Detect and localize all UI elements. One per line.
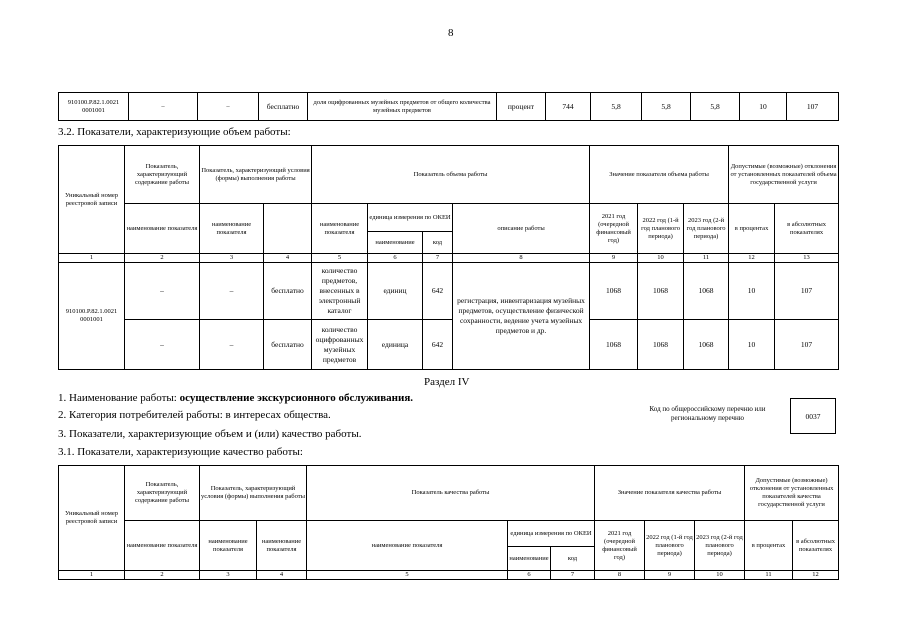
header-unit-name: наименование — [368, 232, 423, 254]
col-number: 12 — [793, 571, 839, 580]
col-number: 1 — [59, 571, 125, 580]
col-number: 3 — [200, 254, 264, 263]
header-deviation: Допустимые (возможные) отклонения от установленных показателей объема государственной услуги — [729, 146, 839, 204]
header-percent: в процентах — [745, 521, 793, 571]
table-row-code: 642 — [423, 320, 453, 370]
value-2023: 5,8 — [691, 93, 740, 121]
table-row-code: 642 — [423, 263, 453, 320]
row-registry-number: 910100.Р.82.1.0021 0001001 — [59, 263, 125, 370]
header-2022: 2022 год (1-й год планового периода) — [645, 521, 695, 571]
header-registry: Уникальный номер реестровой записи — [59, 146, 125, 254]
col-number: 4 — [264, 254, 312, 263]
col-number: 11 — [684, 254, 729, 263]
unit-name: процент — [497, 93, 546, 121]
header-absolute: в абсолютных показателях — [775, 204, 839, 254]
header-2021: 2021 год (очередной финансовый год) — [590, 204, 638, 254]
col-number: 1 — [59, 254, 125, 263]
col-number: 13 — [775, 254, 839, 263]
col-number: 4 — [257, 571, 307, 580]
col-number: 5 — [307, 571, 508, 580]
table-row-indicator: количество оцифрованных музейных предметов — [312, 320, 368, 370]
page-number: 8 — [448, 27, 454, 39]
col-number: 8 — [453, 254, 590, 263]
col-number: 9 — [645, 571, 695, 580]
table-row-unit: единиц — [368, 263, 423, 320]
header-2021: 2021 год (очередной финансовый год) — [595, 521, 645, 571]
section-title: Раздел IV — [424, 376, 470, 388]
col-number: 12 — [729, 254, 775, 263]
table-row-absolute: 107 — [775, 320, 839, 370]
work-name-prefix: 1. Наименование работы: — [58, 392, 180, 404]
header-unit-code: код — [551, 547, 595, 571]
cell-conditions: – — [198, 93, 259, 121]
header-volume: Показатель объема работы — [312, 146, 590, 204]
header-conditions: Показатель, характеризующий условия (формы) выполнения работы — [200, 466, 307, 521]
header-conditions: Показатель, характеризующий условия (формы) выполнения работы — [200, 146, 312, 204]
table-row-2021: 1068 — [590, 320, 638, 370]
work-name-line — [58, 392, 413, 405]
deviation-absolute: 107 — [787, 93, 839, 121]
code-label: Код по общероссийскому перечню или региональному перечню — [649, 405, 766, 422]
indicators-line: 3. Показатели, характеризующие объем и (или) качество работы. — [58, 428, 362, 440]
col-number: 7 — [551, 571, 595, 580]
table-row-content: – — [125, 263, 200, 320]
deviation-percent: 10 — [740, 93, 787, 121]
header-2023: 2023 год (2-й год планового периода) — [684, 204, 729, 254]
header-name-content: наименование показателя — [125, 521, 200, 571]
table-row-indicator: количество предметов, внесенных в электронный каталог — [312, 263, 368, 320]
consumer-category-line: 2. Категория потребителей работы: в интересах общества. — [58, 409, 331, 421]
table-row-2022: 1068 — [638, 263, 684, 320]
cell-content: – — [129, 93, 198, 121]
table-row-2023: 1068 — [684, 320, 729, 370]
table-row-2022: 1068 — [638, 320, 684, 370]
header-registry: Уникальный номер реестровой записи — [59, 466, 125, 571]
col-number: 2 — [125, 571, 200, 580]
volume-table — [58, 145, 839, 370]
header-deviation: Допустимые (возможные) отклонения от установленных показателей качества государственной услуги — [745, 466, 839, 521]
indicator-name: доля оцифрованных музейных предметов от общего количества музейных предметов — [308, 93, 497, 121]
header-2023: 2023 год (2-й год планового периода) — [695, 521, 745, 571]
unit-code: 744 — [546, 93, 591, 121]
table-row-content: – — [125, 320, 200, 370]
header-absolute: в абсолютных показателях — [793, 521, 839, 571]
work-description: регистрация, инвентаризация музейных предметов, осуществление физической сохранности, ведение учета музейных предметов и др. — [453, 263, 590, 370]
code-value: 0037 — [805, 411, 821, 421]
header-quality: Показатель качества работы — [307, 466, 595, 521]
header-name-conditions: наименование показателя — [200, 204, 264, 254]
col-number: 8 — [595, 571, 645, 580]
col-number: 10 — [638, 254, 684, 263]
header-unit: единица измерения по ОКЕИ — [508, 521, 595, 547]
col-number: 5 — [312, 254, 368, 263]
value-2022: 5,8 — [642, 93, 691, 121]
header-description: описание работы — [453, 204, 590, 254]
quality-table-continuation — [58, 92, 839, 121]
header-values: Значение показателя объема работы — [590, 146, 729, 204]
table-row-conditions: – — [200, 320, 264, 370]
header-empty — [264, 204, 312, 254]
col-number: 2 — [125, 254, 200, 263]
quality-indicators-heading: 3.1. Показатели, характеризующие качество работы: — [58, 446, 303, 458]
cell-payment: бесплатно — [259, 93, 308, 121]
value-2021: 5,8 — [591, 93, 642, 121]
col-number: 3 — [200, 571, 257, 580]
table-row-payment: бесплатно — [264, 263, 312, 320]
table-row-payment: бесплатно — [264, 320, 312, 370]
col-number: 9 — [590, 254, 638, 263]
col-number: 6 — [368, 254, 423, 263]
work-name-value: осуществление экскурсионного обслуживания. — [179, 392, 414, 404]
header-2022: 2022 год (1-й год планового периода) — [638, 204, 684, 254]
header-values: Значение показателя качества работы — [595, 466, 745, 521]
table-row-2023: 1068 — [684, 263, 729, 320]
col-number: 6 — [508, 571, 551, 580]
col-number: 7 — [423, 254, 453, 263]
header-name-volume: наименование показателя — [312, 204, 368, 254]
header-name-content: наименование показателя — [125, 204, 200, 254]
header-unit: единица измерения по ОКЕИ — [368, 204, 453, 232]
col-number: 10 — [695, 571, 745, 580]
header-content: Показатель, характеризующий содержание работы — [125, 466, 200, 521]
table-row-percent: 10 — [729, 263, 775, 320]
registry-number: 910100.Р.82.1.0021 0001001 — [59, 93, 129, 121]
header-name-quality: наименование показателя — [307, 521, 508, 571]
header-unit-name: наименование — [508, 547, 551, 571]
table-row-conditions: – — [200, 263, 264, 320]
table-row-2021: 1068 — [590, 263, 638, 320]
header-name-conditions: наименование показателя — [200, 521, 257, 571]
quality-table — [58, 465, 839, 580]
header-content: Показатель, характеризующий содержание работы — [125, 146, 200, 204]
table-row-unit: единица — [368, 320, 423, 370]
code-box — [790, 398, 836, 434]
table-row-percent: 10 — [729, 320, 775, 370]
header-name-conditions-2: наименование показателя — [257, 521, 307, 571]
section-3-2-heading: 3.2. Показатели, характеризующие объем работы: — [58, 126, 291, 138]
header-unit-code: код — [423, 232, 453, 254]
header-percent: в процентах — [729, 204, 775, 254]
col-number: 11 — [745, 571, 793, 580]
table-row-absolute: 107 — [775, 263, 839, 320]
